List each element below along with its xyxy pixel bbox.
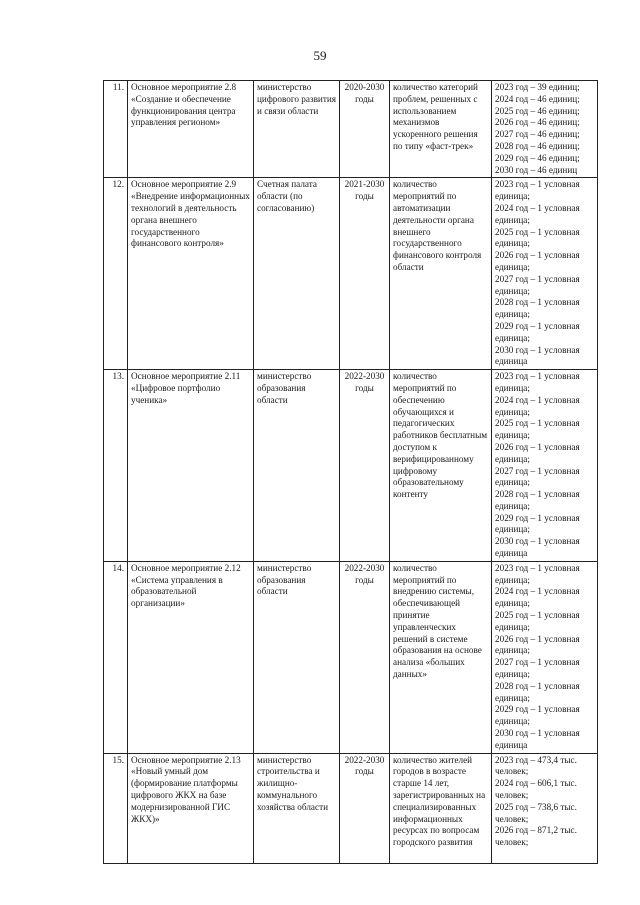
- executor: министерство образования области: [254, 370, 340, 562]
- target-value-line: 2028 год – 1 условная единица;: [495, 680, 580, 703]
- program-events-table: [103, 80, 598, 864]
- table-row: [104, 178, 598, 370]
- target-values: [492, 370, 598, 562]
- target-value-line: 2025 год – 1 условная единица;: [495, 418, 580, 441]
- executor: министерство цифрового развития и связи области: [254, 81, 340, 178]
- target-value-line: 2024 год – 1 условная единица;: [495, 202, 580, 225]
- target-value-line: 2028 год – 1 условная единица;: [495, 489, 580, 511]
- event-name: Основное мероприятие 2.11 «Цифровое портфолио ученика»: [128, 370, 254, 562]
- target-value-line: 2023 год – 1 условная единица;: [495, 179, 580, 202]
- page-number: 59: [313, 48, 327, 63]
- target-value-line: 2025 год – 46 единиц;: [495, 105, 580, 116]
- target-value-line: 2023 год – 39 единиц;: [495, 82, 580, 92]
- event-name: Основное мероприятие 2.12 «Система управления в образовательной организации»: [128, 561, 254, 753]
- target-value-line: 2027 год – 1 условная единица;: [495, 465, 580, 488]
- target-value-line: 2023 год – 1 условная единица;: [495, 562, 580, 585]
- target-value-line: 2024 год – 46 единиц;: [495, 93, 580, 104]
- target-value-line: 2028 год – 1 условная единица;: [495, 297, 580, 320]
- event-name: Основное мероприятие 2.8 «Создание и обеспечение функционирования центра управления регионом»: [128, 81, 254, 178]
- target-value-line: 2030 год – 1 условная единица: [495, 344, 580, 367]
- period-years: 2022-2030 годы: [340, 370, 390, 562]
- target-value-line: 2030 год – 1 условная единица: [495, 728, 580, 750]
- target-value-line: 2023 год – 1 условная единица;: [495, 371, 580, 393]
- period-years: 2021-2030 годы: [340, 178, 390, 370]
- target-value-line: 2026 год – 46 единиц;: [495, 117, 580, 128]
- target-value-line: 2024 год – 606,1 тыс. человек;: [495, 778, 577, 801]
- executor: министерство образования области: [254, 561, 340, 753]
- target-value-line: 2025 год – 1 условная единица;: [495, 610, 580, 632]
- target-value-line: 2025 год – 738,6 тыс. человек;: [495, 801, 577, 824]
- period-years: 2020-2030 годы: [340, 81, 390, 178]
- executor: Счетная палата области (по согласованию): [254, 178, 340, 370]
- indicator-name: количество мероприятий по внедрению системы, обеспечивающей принятие управленческих решений в системе образования на основе анализа «больших данных»: [390, 561, 492, 753]
- table-row: [104, 81, 598, 178]
- target-value-line: 2028 год – 46 единиц;: [495, 140, 580, 151]
- indicator-name: количество жителей городов в возрасте старше 14 лет, зарегистрированных на специализированных информационных ресурсах по вопросам городского развития: [390, 753, 492, 863]
- target-value-line: 2027 год – 46 единиц;: [495, 129, 580, 140]
- target-value-line: 2026 год – 1 условная единица;: [495, 441, 580, 464]
- target-value-line: 2026 год – 871,2 тыс. человек;: [495, 825, 577, 848]
- target-value-line: 2027 год – 1 условная единица;: [495, 657, 580, 680]
- row-number: 12.: [104, 178, 128, 370]
- target-value-line: 2029 год – 1 условная единица;: [495, 320, 580, 343]
- target-values: [492, 81, 598, 178]
- indicator-name: количество категорий проблем, решенных с использованием механизмов ускоренного решения по типу «фаст-трек»: [390, 81, 492, 178]
- table-row: [104, 370, 598, 562]
- target-values: [492, 753, 598, 863]
- target-value-line: 2029 год – 1 условная единица;: [495, 512, 580, 535]
- indicator-name: количество мероприятий по обеспечению обучающихся и педагогических работников бесплатным доступом к верифицированному цифровому образовательному контенту: [390, 370, 492, 562]
- period-years: 2022-2030 годы: [340, 753, 390, 863]
- event-name: Основное мероприятие 2.9 «Внедрение информационных технологий в деятельность органа внешнего государственного финансового контроля»: [128, 178, 254, 370]
- target-value-line: 2024 год – 1 условная единица;: [495, 394, 580, 417]
- event-name: Основное мероприятие 2.13 «Новый умный дом (формирование платформы цифрового ЖКХ на базе модернизированной ГИС ЖКХ)»: [128, 753, 254, 863]
- target-value-line: 2023 год – 473,4 тыс. человек;: [495, 754, 577, 777]
- target-value-line: 2027 год – 1 условная единица;: [495, 273, 580, 296]
- target-value-line: 2025 год – 1 условная единица;: [495, 226, 580, 249]
- row-number: 11.: [104, 81, 128, 178]
- target-value-line: 2030 год – 46 единиц: [495, 164, 578, 175]
- indicator-name: количество мероприятий по автоматизации деятельности органа внешнего государственного финансового контроля области: [390, 178, 492, 370]
- target-values: [492, 561, 598, 753]
- target-value-line: 2026 год – 1 условная единица;: [495, 633, 580, 656]
- period-years: 2022-2030 годы: [340, 561, 390, 753]
- table-row: [104, 561, 598, 753]
- row-number: 13.: [104, 370, 128, 562]
- target-value-line: 2029 год – 1 условная единица;: [495, 704, 580, 727]
- row-number: 14.: [104, 561, 128, 753]
- target-value-line: 2026 год – 1 условная единица;: [495, 250, 580, 272]
- target-value-line: 2030 год – 1 условная единица: [495, 536, 580, 559]
- target-values: [492, 178, 598, 370]
- table-row: [104, 753, 598, 863]
- executor: министерство строительства и жилищно-коммунального хозяйства области: [254, 753, 340, 863]
- target-value-line: 2029 год – 46 единиц;: [495, 152, 580, 163]
- row-number: 15.: [104, 753, 128, 863]
- target-value-line: 2024 год – 1 условная единица;: [495, 586, 580, 609]
